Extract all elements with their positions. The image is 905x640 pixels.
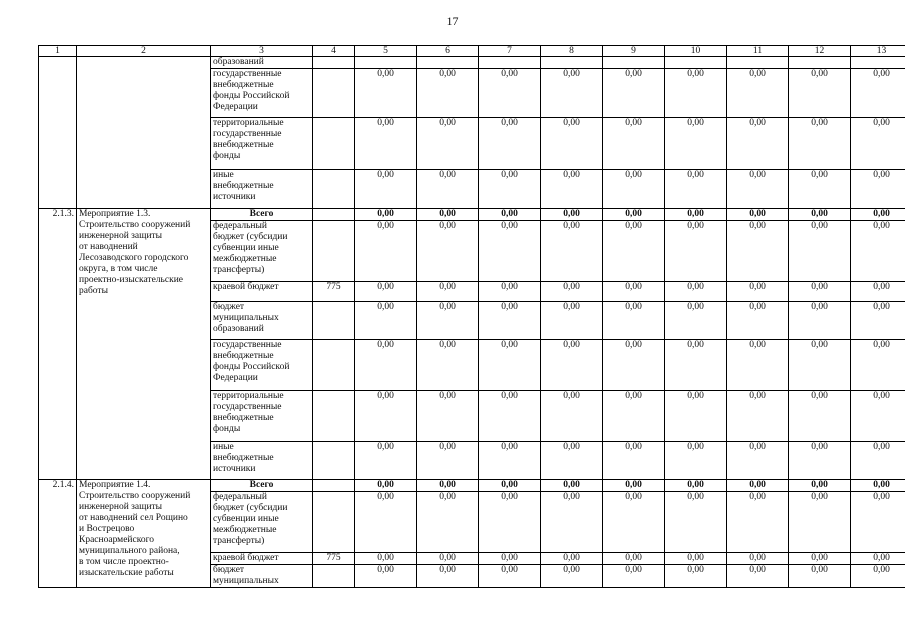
value-cell: 0,00 — [355, 118, 417, 170]
cell-line: проектно-изыскательские — [79, 275, 184, 285]
value-cell: 0,00 — [727, 480, 789, 492]
value-cell: 0,00 — [417, 221, 479, 282]
value-cell: 0,00 — [727, 69, 789, 118]
value-cell: 0,00 — [603, 69, 665, 118]
funding-source-cell — [211, 492, 313, 553]
value-cell: 0,00 — [727, 118, 789, 170]
value-cell: 0,00 — [541, 492, 603, 553]
cell-line: муниципального района, — [79, 546, 180, 556]
value-cell: 0,00 — [603, 553, 665, 565]
cell-line: муниципальных — [213, 313, 279, 323]
value-cell: 0,00 — [789, 480, 851, 492]
cell-line: иные — [213, 442, 234, 452]
row-code-cell: 2.1.3. — [39, 209, 77, 480]
value-cell: 0,00 — [851, 170, 905, 209]
value-cell: 0,00 — [417, 391, 479, 442]
header-cell: 12 — [789, 46, 851, 57]
value-cell: 0,00 — [355, 565, 417, 588]
cell-line: Федерации — [213, 102, 258, 112]
measure-name-cell — [77, 480, 211, 588]
value-cell — [541, 57, 603, 69]
value-cell: 0,00 — [851, 340, 905, 391]
code-cell — [313, 118, 355, 170]
value-cell: 0,00 — [851, 391, 905, 442]
value-cell: 0,00 — [665, 391, 727, 442]
code-cell — [313, 302, 355, 340]
cell-line: фонды — [213, 151, 241, 161]
cell-line: субвенции иные — [213, 514, 279, 524]
cell-line: инженерной защиты — [79, 231, 163, 241]
value-cell: 0,00 — [851, 553, 905, 565]
value-cell: 0,00 — [417, 340, 479, 391]
row-code-cell: 2.1.4. — [39, 480, 77, 588]
cell-line: межбюджетные — [213, 254, 277, 264]
value-cell: 0,00 — [851, 282, 905, 302]
code-cell — [313, 492, 355, 553]
value-cell: 0,00 — [479, 282, 541, 302]
value-cell: 0,00 — [541, 282, 603, 302]
value-cell: 0,00 — [727, 221, 789, 282]
value-cell: 0,00 — [541, 553, 603, 565]
funding-source-cell — [211, 282, 313, 302]
value-cell: 0,00 — [665, 69, 727, 118]
value-cell: 0,00 — [417, 480, 479, 492]
code-cell — [313, 57, 355, 69]
value-cell: 0,00 — [603, 282, 665, 302]
cell-line: краевой бюджет — [213, 553, 279, 563]
value-cell: 0,00 — [417, 69, 479, 118]
value-cell: 0,00 — [479, 391, 541, 442]
value-cell — [603, 57, 665, 69]
code-cell — [313, 221, 355, 282]
value-cell: 0,00 — [665, 340, 727, 391]
cell-line: субвенции иные — [213, 243, 279, 253]
value-cell: 0,00 — [355, 170, 417, 209]
cell-line: бюджет (субсидии — [213, 503, 288, 513]
cell-line: Мероприятие 1.4. — [79, 480, 151, 490]
header-cell: 2 — [77, 46, 211, 57]
funding-source-cell — [211, 209, 313, 221]
cell-line: муниципальных — [213, 576, 279, 586]
value-cell: 0,00 — [665, 553, 727, 565]
cell-line: Строительство сооружений — [79, 491, 191, 501]
cell-line: от наводнений сел Рощино — [79, 513, 188, 523]
value-cell: 0,00 — [665, 492, 727, 553]
value-cell: 0,00 — [355, 209, 417, 221]
funding-source-cell — [211, 302, 313, 340]
code-cell: 775 — [313, 553, 355, 565]
value-cell: 0,00 — [789, 209, 851, 221]
value-cell: 0,00 — [355, 480, 417, 492]
value-cell: 0,00 — [727, 282, 789, 302]
value-cell — [727, 57, 789, 69]
value-cell: 0,00 — [727, 492, 789, 553]
value-cell: 0,00 — [479, 553, 541, 565]
value-cell — [417, 57, 479, 69]
value-cell: 0,00 — [479, 69, 541, 118]
cell-line: образований — [213, 324, 264, 334]
cell-line: государственные — [213, 129, 282, 139]
value-cell: 0,00 — [603, 442, 665, 480]
value-cell: 0,00 — [727, 565, 789, 588]
measure-name-cell — [77, 209, 211, 480]
cell-line: территориальные — [213, 118, 284, 128]
value-cell — [665, 57, 727, 69]
funding-source-cell — [211, 57, 313, 69]
measure-name-cell — [77, 57, 211, 209]
value-cell: 0,00 — [727, 391, 789, 442]
value-cell: 0,00 — [727, 302, 789, 340]
value-cell: 0,00 — [479, 118, 541, 170]
cell-line: в том числе проектно- — [79, 557, 169, 567]
value-cell: 0,00 — [479, 170, 541, 209]
value-cell: 0,00 — [727, 209, 789, 221]
value-cell: 0,00 — [665, 282, 727, 302]
value-cell — [851, 57, 905, 69]
value-cell: 0,00 — [603, 302, 665, 340]
header-cell: 5 — [355, 46, 417, 57]
header-cell: 10 — [665, 46, 727, 57]
value-cell: 0,00 — [479, 221, 541, 282]
code-cell — [313, 209, 355, 221]
value-cell: 0,00 — [665, 565, 727, 588]
cell-line: Федерации — [213, 373, 258, 383]
funding-source-cell — [211, 553, 313, 565]
value-cell: 0,00 — [851, 118, 905, 170]
cell-line: и Вострецово — [79, 524, 135, 534]
table-row — [39, 57, 905, 69]
value-cell: 0,00 — [355, 492, 417, 553]
value-cell: 0,00 — [541, 221, 603, 282]
value-cell: 0,00 — [355, 553, 417, 565]
cell-line: инженерной защиты — [79, 502, 163, 512]
value-cell: 0,00 — [479, 442, 541, 480]
value-cell: 0,00 — [665, 480, 727, 492]
value-cell: 0,00 — [727, 170, 789, 209]
cell-line: источники — [213, 464, 256, 474]
header-cell: 7 — [479, 46, 541, 57]
value-cell: 0,00 — [851, 565, 905, 588]
funding-source-cell — [211, 565, 313, 588]
funding-source-cell — [211, 480, 313, 492]
cell-line: Строительство сооружений — [79, 220, 191, 230]
cell-line: федеральный — [213, 221, 267, 231]
value-cell: 0,00 — [665, 302, 727, 340]
value-cell: 0,00 — [789, 565, 851, 588]
header-cell: 6 — [417, 46, 479, 57]
value-cell: 0,00 — [789, 118, 851, 170]
funding-source-cell — [211, 118, 313, 170]
cell-line: фонды Российской — [213, 362, 290, 372]
value-cell: 0,00 — [789, 69, 851, 118]
cell-line: краевой бюджет — [213, 282, 279, 292]
value-cell: 0,00 — [665, 170, 727, 209]
value-cell: 0,00 — [727, 442, 789, 480]
value-cell: 0,00 — [789, 492, 851, 553]
cell-line: трансферты) — [213, 265, 265, 275]
cell-line: фонды — [213, 424, 241, 434]
value-cell: 0,00 — [417, 282, 479, 302]
value-cell: 0,00 — [851, 492, 905, 553]
value-cell: 0,00 — [417, 442, 479, 480]
value-cell: 0,00 — [355, 282, 417, 302]
value-cell — [355, 57, 417, 69]
funding-source-cell — [211, 69, 313, 118]
cell-line: иные — [213, 170, 234, 180]
value-cell: 0,00 — [727, 553, 789, 565]
value-cell: 0,00 — [603, 492, 665, 553]
value-cell: 0,00 — [603, 565, 665, 588]
value-cell: 0,00 — [665, 442, 727, 480]
cell-line: территориальные — [213, 391, 284, 401]
value-cell: 0,00 — [417, 302, 479, 340]
value-cell: 0,00 — [355, 391, 417, 442]
value-cell: 0,00 — [727, 340, 789, 391]
funding-source-cell — [211, 170, 313, 209]
code-cell — [313, 565, 355, 588]
cell-line: бюджет (субсидии — [213, 232, 288, 242]
value-cell: 0,00 — [541, 69, 603, 118]
value-cell: 0,00 — [541, 391, 603, 442]
value-cell: 0,00 — [355, 442, 417, 480]
cell-line: Всего — [249, 480, 274, 490]
cell-line: внебюджетные — [213, 413, 274, 423]
cell-line: внебюджетные — [213, 80, 274, 90]
cell-line: трансферты) — [213, 536, 265, 546]
value-cell: 0,00 — [541, 480, 603, 492]
cell-line: образований — [213, 57, 264, 67]
value-cell: 0,00 — [851, 302, 905, 340]
value-cell: 0,00 — [665, 118, 727, 170]
cell-line: Мероприятие 1.3. — [79, 209, 151, 219]
cell-line: Лесозаводского городского — [79, 253, 189, 263]
cell-line: бюджет — [213, 302, 245, 312]
value-cell: 0,00 — [417, 565, 479, 588]
cell-line: государственные — [213, 340, 282, 350]
value-cell — [479, 57, 541, 69]
value-cell: 0,00 — [355, 69, 417, 118]
value-cell: 0,00 — [541, 118, 603, 170]
table-row — [39, 480, 905, 492]
value-cell: 0,00 — [417, 492, 479, 553]
cell-line: внебюджетные — [213, 453, 274, 463]
value-cell: 0,00 — [665, 221, 727, 282]
value-cell: 0,00 — [851, 69, 905, 118]
cell-line: изыскательские работы — [79, 568, 174, 578]
value-cell: 0,00 — [603, 391, 665, 442]
cell-line: государственные — [213, 69, 282, 79]
value-cell: 0,00 — [541, 565, 603, 588]
cell-line: внебюджетные — [213, 181, 274, 191]
value-cell: 0,00 — [603, 209, 665, 221]
value-cell: 0,00 — [355, 302, 417, 340]
cell-line: бюджет — [213, 565, 245, 575]
value-cell: 0,00 — [789, 391, 851, 442]
value-cell: 0,00 — [851, 442, 905, 480]
value-cell: 0,00 — [479, 480, 541, 492]
code-cell — [313, 170, 355, 209]
value-cell: 0,00 — [789, 442, 851, 480]
code-cell — [313, 480, 355, 492]
value-cell: 0,00 — [355, 340, 417, 391]
cell-line: внебюджетные — [213, 140, 274, 150]
value-cell: 0,00 — [479, 565, 541, 588]
cell-line: работы — [79, 286, 108, 296]
value-cell: 0,00 — [789, 302, 851, 340]
value-cell: 0,00 — [603, 170, 665, 209]
value-cell: 0,00 — [603, 221, 665, 282]
code-cell — [313, 69, 355, 118]
header-row — [39, 46, 905, 57]
cell-line: округа, в том числе — [79, 264, 158, 274]
value-cell: 0,00 — [417, 118, 479, 170]
value-cell: 0,00 — [541, 209, 603, 221]
value-cell: 0,00 — [851, 480, 905, 492]
code-cell: 775 — [313, 282, 355, 302]
header-cell: 3 — [211, 46, 313, 57]
cell-line: внебюджетные — [213, 351, 274, 361]
cell-line: федеральный — [213, 492, 267, 502]
funding-source-cell — [211, 442, 313, 480]
value-cell: 0,00 — [603, 340, 665, 391]
cell-line: Всего — [249, 209, 274, 219]
value-cell: 0,00 — [851, 209, 905, 221]
table-row — [39, 209, 905, 221]
value-cell: 0,00 — [417, 209, 479, 221]
budget-table — [38, 45, 905, 588]
row-code-cell — [39, 57, 77, 209]
value-cell: 0,00 — [603, 480, 665, 492]
page-number: 17 — [446, 14, 459, 28]
cell-line: фонды Российской — [213, 91, 290, 101]
cell-line: Красноармейского — [79, 535, 154, 545]
value-cell: 0,00 — [541, 170, 603, 209]
value-cell: 0,00 — [417, 170, 479, 209]
header-cell: 13 — [851, 46, 905, 57]
value-cell: 0,00 — [789, 553, 851, 565]
value-cell: 0,00 — [541, 302, 603, 340]
value-cell: 0,00 — [603, 118, 665, 170]
funding-source-cell — [211, 391, 313, 442]
value-cell: 0,00 — [541, 340, 603, 391]
header-cell: 1 — [39, 46, 77, 57]
code-cell — [313, 340, 355, 391]
value-cell: 0,00 — [479, 209, 541, 221]
value-cell: 0,00 — [479, 340, 541, 391]
cell-line: межбюджетные — [213, 525, 277, 535]
funding-source-cell — [211, 340, 313, 391]
value-cell: 0,00 — [479, 302, 541, 340]
cell-line: государственные — [213, 402, 282, 412]
value-cell: 0,00 — [851, 221, 905, 282]
value-cell: 0,00 — [665, 209, 727, 221]
header-cell: 9 — [603, 46, 665, 57]
header-cell: 4 — [313, 46, 355, 57]
cell-line: от наводнений — [79, 242, 138, 252]
value-cell: 0,00 — [355, 221, 417, 282]
value-cell: 0,00 — [789, 170, 851, 209]
cell-line: источники — [213, 192, 256, 202]
value-cell: 0,00 — [789, 340, 851, 391]
value-cell: 0,00 — [417, 553, 479, 565]
value-cell: 0,00 — [541, 442, 603, 480]
code-cell — [313, 442, 355, 480]
funding-source-cell — [211, 221, 313, 282]
value-cell: 0,00 — [789, 282, 851, 302]
value-cell: 0,00 — [789, 221, 851, 282]
value-cell: 0,00 — [479, 492, 541, 553]
header-cell: 11 — [727, 46, 789, 57]
header-cell: 8 — [541, 46, 603, 57]
code-cell — [313, 391, 355, 442]
value-cell — [789, 57, 851, 69]
